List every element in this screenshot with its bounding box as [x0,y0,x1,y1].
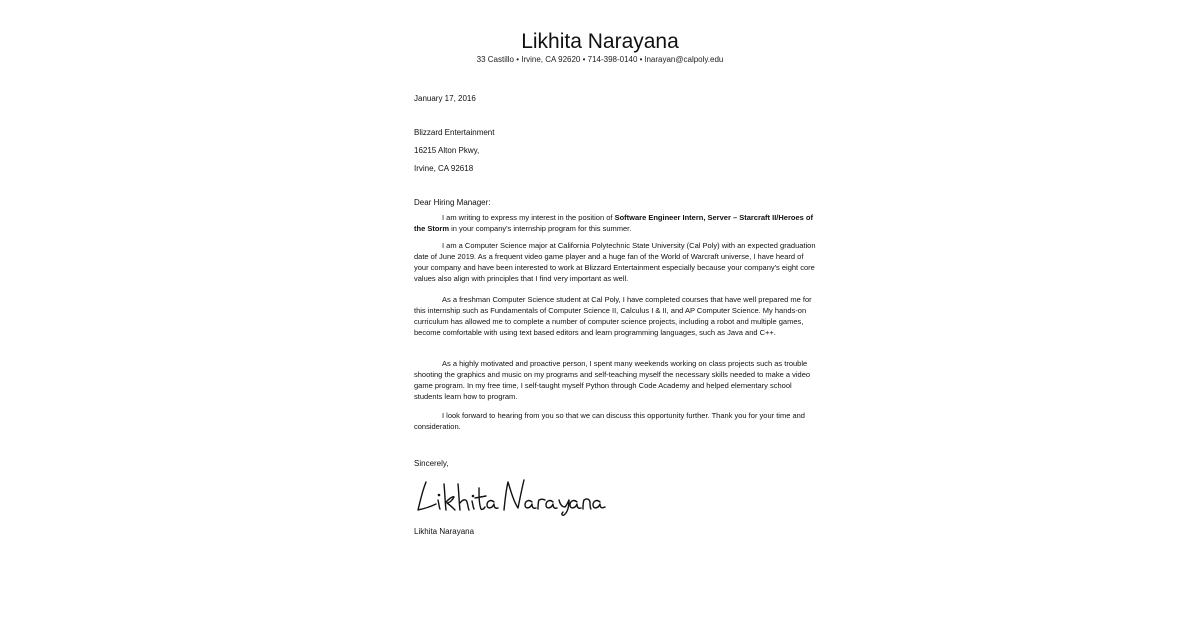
position-title: Software Engineer Intern, Server – Starcraft II/Heroes of the Storm [414,213,813,233]
recipient-city: Irvine, CA 92618 [414,164,474,173]
paragraph-1-intro: I am writing to express my interest in the position of [442,213,615,222]
handwritten-signature [412,474,608,516]
salutation: Dear Hiring Manager: [414,198,491,207]
paragraph-1 [414,212,818,234]
paragraph-2: I am a Computer Science major at California Polytechnic State University (Cal Poly) with an expected graduation date of June 2019. As a frequent video game player and a huge fan of the World of Warcraft universe, I have heard of your company and have been interested to work at Blizzard Entertainment especially because your company's eight core values also align with principles that I find very important as well. [414,241,816,283]
letter-date: January 17, 2016 [414,94,476,103]
paragraph-3: As a freshman Computer Science student at Cal Poly, I have completed courses that have well prepared me for this internship such as Fundamentals of Computer Science II, Calculus I & II, and AP Computer Science. My hands-on curriculum has allowed me to complete a number of computer science projects, including a robot and multiple games, become comfortable with using text based editors and learn programming languages, such as Java and C++. [414,295,812,337]
sender-name: Likhita Narayana [521,30,679,53]
paragraph-1-end: in your company's internship program for this summer. [449,224,632,233]
sender-contact-info: 33 Castillo • Irvine, CA 92620 • 714-398-0140 • lnarayan@calpoly.edu [476,55,724,64]
recipient-street: 16215 Alton Pkwy, [414,146,480,155]
signed-name: Likhita Narayana [414,527,475,536]
closing: Sincerely, [414,459,449,468]
recipient-company: Blizzard Entertainment [414,128,495,137]
paragraph-4: As a highly motivated and proactive person, I spent many weekends working on class projects such as trouble shooting the graphics and music on my programs and self-teaching myself the necessary skills needed to make a video game program. In my free time, I self-taught myself Python through Code Academy and helped elementary school students learn how to program. [414,359,811,401]
paragraph-5: I look forward to hearing from you so that we can discuss this opportunity further. Thank you for your time and consideration. [414,411,805,431]
